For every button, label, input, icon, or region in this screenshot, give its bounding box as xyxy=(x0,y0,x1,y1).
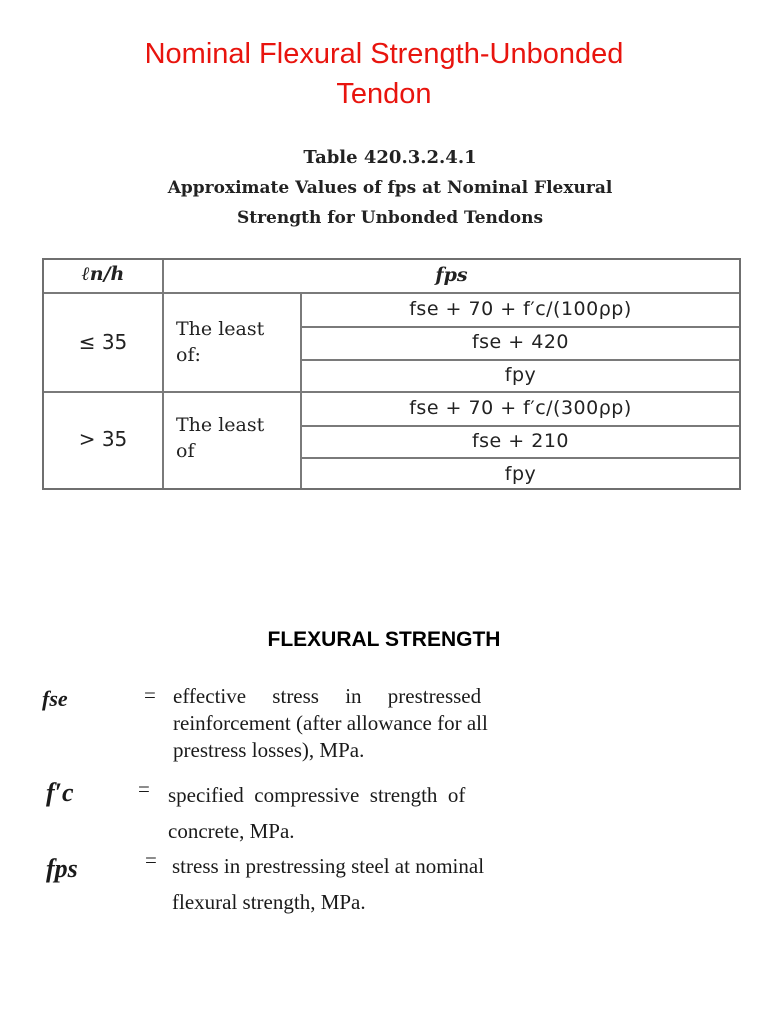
slide-title xyxy=(0,34,768,114)
definition-fc xyxy=(46,778,74,808)
table-header-fps: fps xyxy=(435,264,468,286)
row-label-line2: of: xyxy=(176,344,201,366)
slide-title-line2: Tendon xyxy=(336,78,432,110)
row-range: ≤ 35 xyxy=(78,330,128,354)
definition-text xyxy=(173,683,513,764)
table-divider xyxy=(44,391,739,393)
fps-table xyxy=(42,258,741,490)
definition-line: concrete, MPa. xyxy=(168,819,295,843)
definition-fse xyxy=(42,686,68,712)
table-divider xyxy=(300,425,739,427)
symbol-fps: fps xyxy=(46,854,78,883)
formula-cell: fse + 420 xyxy=(471,331,570,353)
table-caption xyxy=(40,143,740,233)
definition-line: flexural strength, MPa. xyxy=(172,890,366,914)
table-caption-line3: Strength for Unbonded Tendons xyxy=(236,208,544,228)
equals-sign: = xyxy=(144,683,156,707)
table-header-ln-h: ℓn/h xyxy=(81,263,125,285)
symbol-fse: fse xyxy=(42,686,68,711)
table-number: Table 420.3.2.4.1 xyxy=(303,147,477,168)
formula-cell: fpy xyxy=(504,364,537,386)
symbol-fc: f′c xyxy=(46,778,74,807)
table-divider xyxy=(300,359,739,361)
table-divider xyxy=(300,457,739,459)
definition-fps xyxy=(46,854,78,884)
section-heading: FLEXURAL STRENGTH xyxy=(267,628,501,651)
definition-line: specified compressive strength of xyxy=(168,783,466,807)
formula-cell: fpy xyxy=(504,463,537,485)
table-divider xyxy=(44,292,739,294)
equals-sign: = xyxy=(145,848,157,872)
formula-cell: fse + 70 + f′c/(300ρp) xyxy=(409,397,632,419)
row-label-line1: The least xyxy=(176,414,265,436)
definition-text xyxy=(172,848,502,920)
row-label xyxy=(176,412,264,464)
row-label xyxy=(176,316,264,368)
row-label-line2: of xyxy=(176,440,195,462)
definition-line: effective stress in prestressed xyxy=(173,684,482,708)
slide-title-line1: Nominal Flexural Strength-Unbonded xyxy=(144,38,624,70)
table-divider xyxy=(162,260,164,488)
formula-cell: fse + 70 + f′c/(100ρp) xyxy=(409,298,632,320)
row-label-line1: The least xyxy=(176,318,265,340)
definition-line: stress in prestressing steel at nominal xyxy=(172,854,485,878)
table-divider xyxy=(300,326,739,328)
equals-sign: = xyxy=(138,777,150,801)
table-caption-line2: Approximate Values of fps at Nominal Flexural xyxy=(167,178,613,198)
row-range: > 35 xyxy=(78,427,128,451)
definition-line: reinforcement (after allowance for all xyxy=(173,711,488,735)
formula-cell: fse + 210 xyxy=(471,430,570,452)
definition-text xyxy=(168,777,508,849)
definition-line: prestress losses), MPa. xyxy=(173,738,365,762)
